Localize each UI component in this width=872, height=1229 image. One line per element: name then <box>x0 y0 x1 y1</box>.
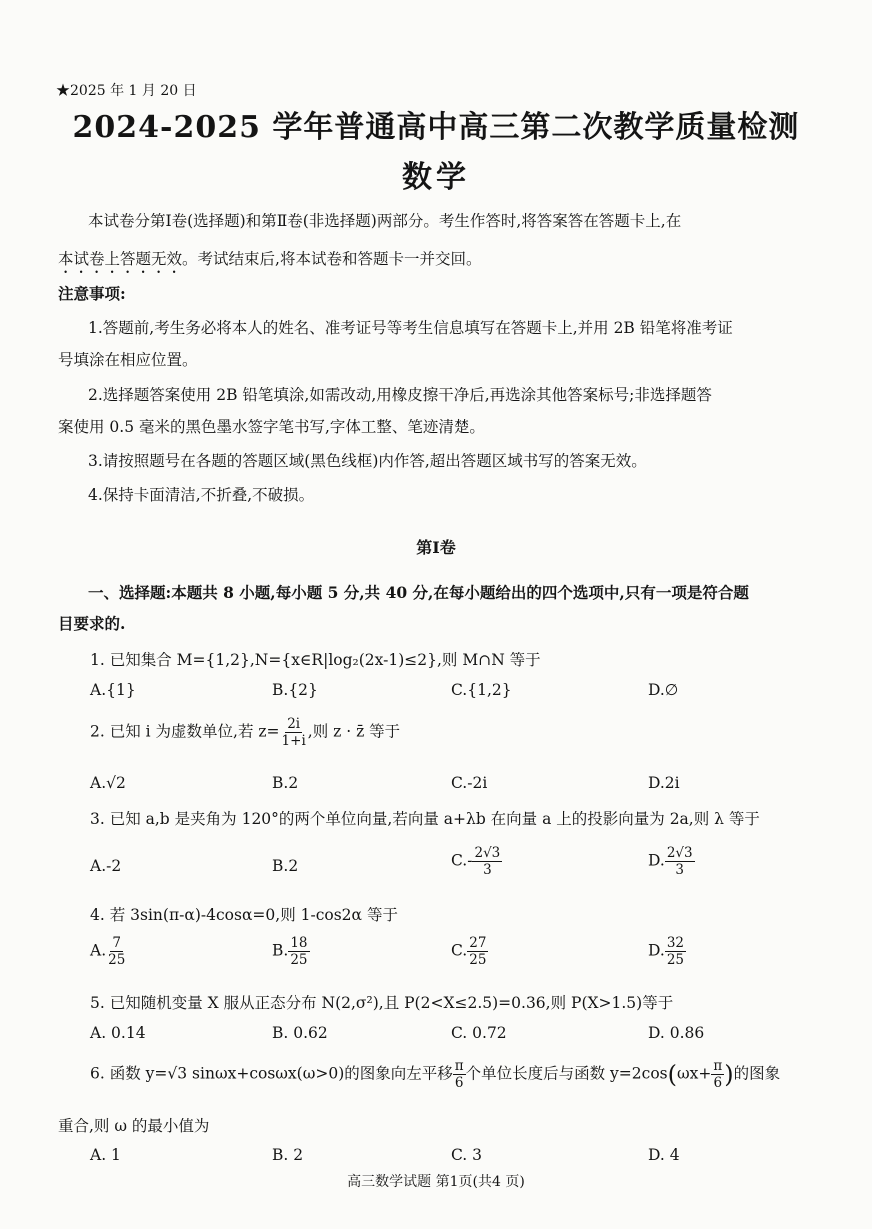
note-2-line-2: 案使用 0.5 毫米的黑色墨水签字笔书写,字体工整、笔迹清楚。 <box>58 418 485 436</box>
question-5-stem: 5. 已知随机变量 X 服从正态分布 N(2,σ²),且 P(2<X≤2.5)=0.36,则 P(X>1.5)等于 <box>90 994 674 1012</box>
question-6-option-d: D. 4 <box>648 1146 680 1164</box>
question-4-option-a-label: A. <box>90 941 107 960</box>
question-6-inner-numerator: π <box>713 1058 723 1074</box>
volume-heading: 第Ⅰ卷 <box>416 538 456 557</box>
question-5-option-d: D. 0.86 <box>648 1024 705 1042</box>
question-6-stem <box>90 1058 780 1091</box>
question-4-d-denominator: 25 <box>666 952 684 968</box>
note-1-line-1: 1.答题前,考生务必将本人的姓名、准考证号等考生信息填写在答题卡上,并用 2B 铅笔将准考证 <box>88 319 733 337</box>
question-3-option-a: A.-2 <box>90 857 122 875</box>
question-4-option-a <box>90 935 127 968</box>
question-6-part-3: 的图象 <box>733 1064 781 1083</box>
question-4-option-c-fraction <box>467 935 488 968</box>
question-6-shift-denominator: 6 <box>454 1075 464 1091</box>
question-2-stem <box>90 716 400 749</box>
question-6-option-c: C. 3 <box>451 1146 483 1164</box>
question-4-option-c-label: C. <box>451 941 468 960</box>
question-2-option-b: B.2 <box>272 774 299 792</box>
question-6-part-2: 个单位长度后与函数 y=2cos <box>465 1064 668 1083</box>
question-6-line-2: 重合,则 ω 的最小值为 <box>58 1117 210 1135</box>
question-4-option-a-fraction <box>106 935 127 968</box>
question-6-right-paren: ) <box>724 1060 734 1089</box>
question-4-option-b-fraction <box>288 935 309 968</box>
question-4-option-b <box>272 935 310 968</box>
question-4-a-denominator: 25 <box>108 952 126 968</box>
question-2-prefix: 2. 已知 i 为虚数单位,若 z= <box>90 722 280 741</box>
note-2-line-1: 2.选择题答案使用 2B 铅笔填涂,如需改动,用橡皮擦干净后,再选涂其他答案标号;非选择题答 <box>88 386 712 404</box>
intro-dotted-text: 本试卷上答题无效 <box>58 250 183 268</box>
question-4-b-numerator: 18 <box>290 935 308 951</box>
question-4-option-d <box>648 935 686 968</box>
question-3-option-b: B.2 <box>272 857 299 875</box>
intro-line-2 <box>58 249 481 277</box>
question-3-option-c <box>451 845 502 878</box>
question-6-inner-denominator: 6 <box>713 1075 723 1091</box>
question-5-option-b: B. 0.62 <box>272 1024 328 1042</box>
question-4-option-b-label: B. <box>272 941 289 960</box>
note-4: 4.保持卡面清洁,不折叠,不破损。 <box>88 486 315 504</box>
question-3-option-d-label: D. <box>648 851 665 870</box>
note-3: 3.请按照题号在各题的答题区域(黑色线框)内作答,超出答题区域书写的答案无效。 <box>88 452 647 470</box>
question-2-suffix: ,则 z · z̄ 等于 <box>307 722 401 741</box>
exam-title: 2024-2025 学年普通高中高三第二次教学质量检测 <box>72 110 800 145</box>
question-1-option-b: B.{2} <box>272 681 318 699</box>
question-6-option-b: B. 2 <box>272 1146 304 1164</box>
question-3-option-d <box>648 845 695 878</box>
question-5-option-a: A. 0.14 <box>90 1024 146 1042</box>
exam-date: ★2025 年 1 月 20 日 <box>56 83 197 99</box>
question-4-c-numerator: 27 <box>469 935 487 951</box>
question-3-option-c-fraction <box>472 845 502 878</box>
question-3-option-c-label: C.- <box>451 851 473 870</box>
question-4-option-d-label: D. <box>648 941 665 960</box>
question-4-c-denominator: 25 <box>469 952 487 968</box>
page-footer: 高三数学试题 第1页(共4 页) <box>347 1174 525 1190</box>
question-3-c-denominator: 3 <box>483 862 492 878</box>
question-1-option-a: A.{1} <box>90 681 136 699</box>
question-2-option-a: A.√2 <box>90 774 126 792</box>
question-6-option-a: A. 1 <box>90 1146 121 1164</box>
question-6-shift-numerator: π <box>454 1058 464 1074</box>
question-1-option-c: C.{1,2} <box>451 681 512 699</box>
question-4-option-c <box>451 935 488 968</box>
section-heading-line-1: 一、选择题:本题共 8 小题,每小题 5 分,共 40 分,在每小题给出的四个选项中,只有一项是符合题 <box>88 583 749 602</box>
question-2-option-d: D.2i <box>648 774 680 792</box>
question-6-left-paren: ( <box>667 1060 678 1089</box>
section-heading-line-2: 目要求的. <box>58 614 126 633</box>
question-4-a-numerator: 7 <box>112 935 122 951</box>
notes-heading: 注意事项: <box>58 284 126 303</box>
question-4-b-denominator: 25 <box>290 952 308 968</box>
question-3-c-numerator: 2√3 <box>474 845 501 861</box>
question-1-option-d: D.∅ <box>648 681 679 699</box>
question-1-stem: 1. 已知集合 M={1,2},N={x∈R|log₂(2x-1)≤2},则 M∩N 等于 <box>90 651 541 669</box>
question-6-inner-fraction <box>711 1058 724 1091</box>
question-6-shift-fraction <box>453 1058 466 1091</box>
question-6-part-1: 6. 函数 y=√3 sinωx+cosωx(ω>0)的图象向左平移 <box>90 1064 453 1083</box>
question-3-d-numerator: 2√3 <box>666 845 693 861</box>
note-1-line-2: 号填涂在相应位置。 <box>58 351 198 369</box>
question-4-option-d-fraction <box>665 935 686 968</box>
question-2-fraction <box>280 716 308 749</box>
question-2-denominator: 1+i <box>281 733 306 749</box>
question-5-option-c: C. 0.72 <box>451 1024 507 1042</box>
question-6-inner: ωx+ <box>677 1064 712 1083</box>
question-4-d-numerator: 32 <box>666 935 684 951</box>
intro-line-1: 本试卷分第Ⅰ卷(选择题)和第Ⅱ卷(非选择题)两部分。考生作答时,将答案答在答题卡上,在 <box>88 212 682 230</box>
question-2-numerator: 2i <box>287 716 301 732</box>
intro-rest-text: 。考试结束后,将本试卷和答题卡一并交回。 <box>182 250 482 268</box>
question-2-option-c: C.-2i <box>451 774 488 792</box>
question-3-option-d-fraction <box>665 845 695 878</box>
question-3-d-denominator: 3 <box>675 862 684 878</box>
question-4-stem: 4. 若 3sin(π-α)-4cosα=0,则 1-cos2α 等于 <box>90 906 398 924</box>
exam-subject: 数学 <box>402 160 470 195</box>
question-3-stem: 3. 已知 a,b 是夹角为 120°的两个单位向量,若向量 a+λb 在向量 a 上的投影向量为 2a,则 λ 等于 <box>90 810 760 828</box>
